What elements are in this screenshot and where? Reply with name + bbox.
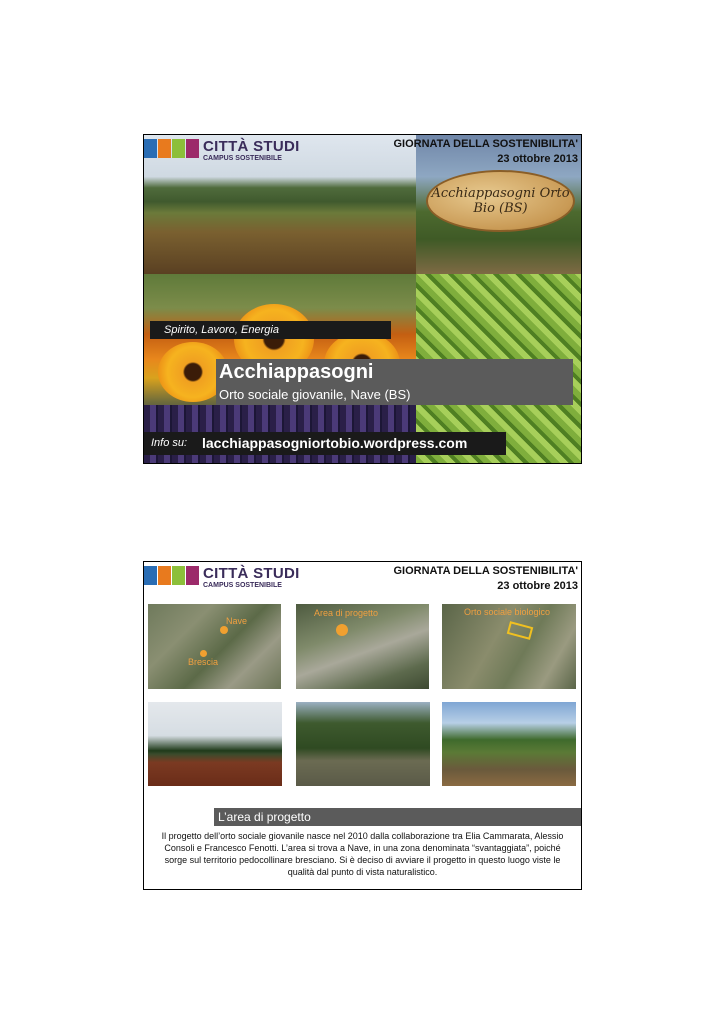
map-label-nave: Nave	[226, 616, 248, 626]
area-marker	[336, 624, 348, 636]
cypress-row-photo	[148, 702, 282, 786]
event-name: GIORNATA DELLA SOSTENIBILITA'	[393, 565, 578, 577]
map-label-orto: Orto sociale biologico	[464, 607, 551, 617]
slide-title: Acchiappasogni	[219, 361, 374, 383]
slide-1	[143, 134, 582, 464]
section-body: Il progetto dell’orto sociale giovanile nasce nel 2010 dalla collaborazione tra Elia Cammarata, Alessio Consoli e Francesco Fenotti. L’area si trova a Nave, in una zona denominata “svantaggiata”, poiché sorge sul territorio pedocollinare bresciano. Si è deciso di avviare il progetto in questo luogo viste le qualità dal punto di vista naturalistico.	[161, 831, 564, 877]
event-name: GIORNATA DELLA SOSTENIBILITA'	[393, 138, 578, 150]
logo	[144, 139, 300, 162]
info-label: Info su:	[151, 437, 188, 449]
event-date: 23 ottobre 2013	[497, 153, 578, 165]
wooden-sign	[426, 170, 575, 232]
map-area	[296, 604, 429, 689]
slide-2	[143, 561, 582, 890]
title-box	[216, 359, 573, 405]
logo-title: CITTÀ STUDI	[203, 565, 300, 582]
logo-color-bars	[144, 139, 200, 158]
logo	[144, 566, 300, 589]
logo-color-bars	[144, 566, 200, 585]
orto-outline	[507, 621, 534, 640]
nave-marker	[220, 626, 228, 634]
info-bar	[144, 432, 506, 455]
slide-subtitle: Orto sociale giovanile, Nave (BS)	[219, 387, 411, 402]
map-region	[148, 604, 281, 689]
sign-lettering: Acchiappasogni Orto Bio (BS)	[431, 186, 570, 216]
event-header	[393, 564, 578, 594]
event-header	[393, 137, 578, 167]
map-label-brescia: Brescia	[188, 657, 219, 667]
field-work-photo	[442, 702, 576, 786]
event-date: 23 ottobre 2013	[497, 580, 578, 592]
info-link[interactable]: lacchiappasogniortobio.wordpress.com	[202, 435, 468, 451]
brescia-marker	[200, 650, 207, 657]
workers-photo	[296, 702, 430, 786]
logo-subtitle: CAMPUS SOSTENIBILE	[203, 582, 282, 589]
tagline: Spirito, Lavoro, Energia	[150, 321, 391, 339]
logo-title: CITTÀ STUDI	[203, 138, 300, 155]
map-label-area: Area di progetto	[314, 608, 379, 618]
logo-subtitle: CAMPUS SOSTENIBILE	[203, 155, 282, 162]
section-title: L’area di progetto	[214, 808, 581, 826]
map-orto	[442, 604, 576, 689]
